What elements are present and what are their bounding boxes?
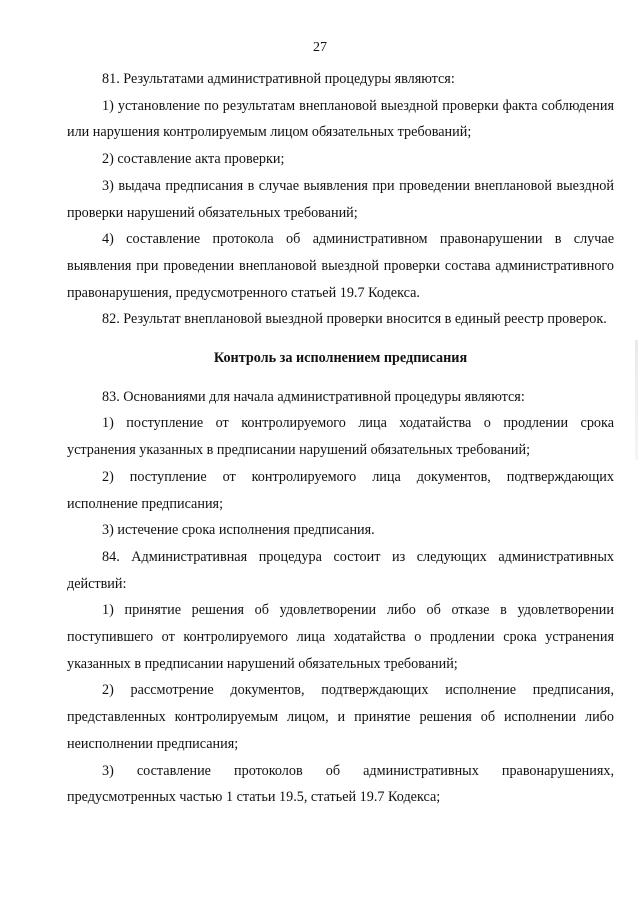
- paragraph-81: 81. Результатами административной процедуры являются:: [102, 71, 455, 87]
- document-body: [67, 66, 614, 811]
- paragraph-82: 82. Результат внеплановой выездной проверки вносится в единый реестр проверок.: [102, 311, 607, 328]
- paragraph-81-item-1: 1) установление по результатам внеплановой выездной проверки факта соблюдения или нарушения контролируемым лицом обязательных требований;: [67, 97, 614, 141]
- paragraph-83-item-2: 2) поступление от контролируемого лица документов, подтверждающих исполнение предписания;: [67, 468, 614, 512]
- paragraph-84-item-3: 3) составление протоколов об административных правонарушениях, предусмотренных частью 1 статьи 19.5, статьей 19.7 Кодекса;: [67, 762, 614, 806]
- paragraph-83-item-3: 3) истечение срока исполнения предписания.: [102, 522, 375, 539]
- paragraph-84-item-2: 2) рассмотрение документов, подтверждающих исполнение предписания, представленных контролируемым лицом, и принятие решения об исполнении либо неисполнении предписания;: [67, 682, 614, 752]
- scan-edge-mark: [635, 340, 638, 460]
- paragraph-81-item-4: 4) составление протокола об административном правонарушении в случае выявления при проведении внеплановой выездной проверки состава административного правонарушения, предусмотренного статьей 19.7 Кодекса.: [67, 231, 614, 301]
- paragraph-83-item-1: 1) поступление от контролируемого лица ходатайства о продлении срока устранения указанных в предписании нарушений обязательных требований;: [67, 415, 614, 459]
- paragraph-81-item-2: 2) составление акта проверки;: [102, 151, 285, 168]
- page-number: 27: [313, 40, 327, 55]
- paragraph-83: 83. Основаниями для начала административной процедуры являются:: [102, 388, 525, 405]
- paragraph-81-item-3: 3) выдача предписания в случае выявления при проведении внеплановой выездной проверки нарушений обязательных требований;: [67, 177, 614, 221]
- section-heading: Контроль за исполнением предписания: [213, 350, 468, 367]
- paragraph-84: 84. Административная процедура состоит из следующих административных действий:: [67, 548, 614, 592]
- paragraph-84-item-1: 1) принятие решения об удовлетворении либо об отказе в удовлетворении поступившего от контролируемого лица ходатайства о продлении срока устранения указанных в предписании нарушений обязательных требований;: [67, 602, 614, 672]
